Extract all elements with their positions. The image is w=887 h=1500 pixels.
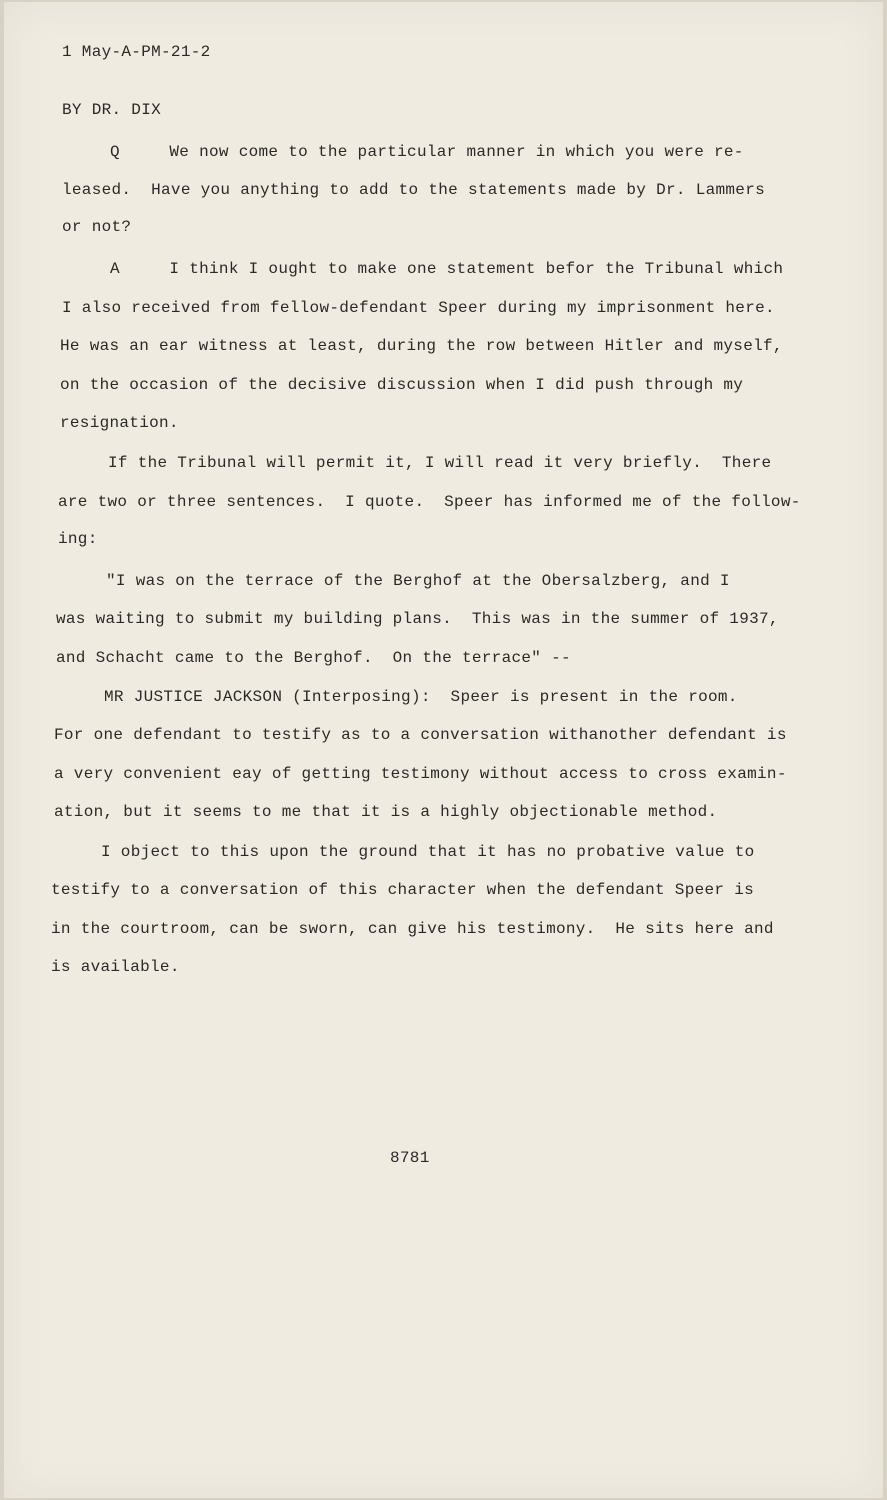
- text-line: a very convenient eay of getting testimony without access to cross examin-: [54, 765, 787, 783]
- text-line: is available.: [51, 958, 180, 976]
- text-line: For one defendant to testify as to a conversation withanother defendant is: [54, 726, 787, 744]
- text-line: Q We now come to the particular manner in which you were re-: [110, 143, 744, 161]
- text-line: "I was on the terrace of the Berghof at the Obersalzberg, and I: [106, 572, 730, 590]
- examiner-line: BY DR. DIX: [62, 101, 162, 119]
- text-line: was waiting to submit my building plans. This was in the summer of 1937,: [56, 610, 779, 628]
- text-line: leased. Have you anything to add to the statements made by Dr. Lammers: [62, 181, 766, 199]
- text-line: are two or three sentences. I quote. Speer has informed me of the follow-: [58, 493, 801, 511]
- text-line: MR JUSTICE JACKSON (Interposing): Speer is present in the room.: [104, 688, 738, 706]
- document-page: [4, 2, 883, 1498]
- text-line: testify to a conversation of this character when the defendant Speer is: [51, 881, 755, 899]
- text-line: or not?: [62, 218, 132, 236]
- text-line: A I think I ought to make one statement befor the Tribunal which: [110, 260, 784, 278]
- text-line: ation, but it seems to me that it is a highly objectionable method.: [54, 803, 718, 821]
- text-line: He was an ear witness at least, during the row between Hitler and myself,: [60, 337, 783, 355]
- page-header: 1 May-A-PM-21-2: [62, 43, 211, 61]
- page-number: 8781: [390, 1149, 430, 1167]
- text-line: ing:: [58, 530, 98, 548]
- text-line: If the Tribunal will permit it, I will read it very briefly. There: [108, 454, 772, 472]
- text-line: I object to this upon the ground that it has no probative value to: [101, 843, 755, 861]
- text-line: resignation.: [60, 414, 179, 432]
- text-line: in the courtroom, can be sworn, can give his testimony. He sits here and: [51, 920, 774, 938]
- text-line: and Schacht came to the Berghof. On the terrace" --: [56, 649, 571, 667]
- text-line: on the occasion of the decisive discussion when I did push through my: [60, 376, 744, 394]
- text-line: I also received from fellow-defendant Speer during my imprisonment here.: [62, 299, 775, 317]
